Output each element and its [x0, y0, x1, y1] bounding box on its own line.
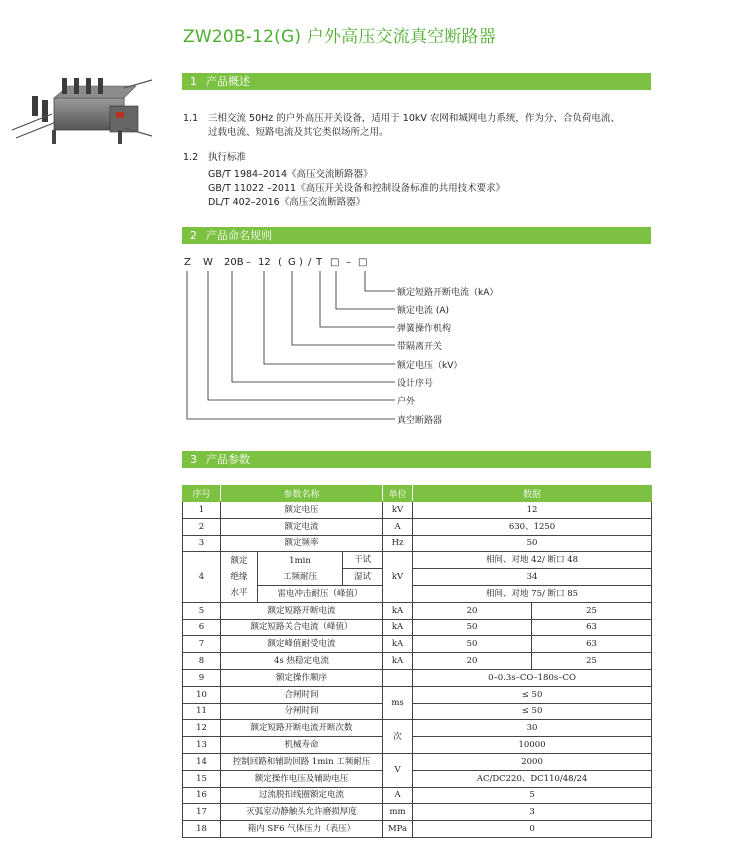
table-cell: 额定电压	[221, 502, 383, 519]
table-cell: 50	[413, 636, 532, 653]
table-cell: 17	[183, 804, 221, 821]
table-cell: 4	[183, 552, 221, 602]
table-cell: 15	[183, 770, 221, 787]
table-cell: MPa	[383, 821, 413, 838]
table-cell: AC/DC220、DC110/48/24	[413, 770, 652, 787]
table-cell: 2000	[413, 753, 652, 770]
table-row	[183, 703, 652, 720]
naming-label: 额定电压（kV）	[397, 361, 463, 371]
code-char: T	[316, 257, 323, 268]
table-row	[183, 535, 652, 552]
standard-item: GB/T 1984–2014《高压交流断路器》	[208, 169, 373, 180]
table-row	[183, 770, 652, 787]
overview-paragraph: 1.1 三相交流 50Hz 的户外高压开关设备，适用于 10kV 农网和城网电力系统，作为分、合负荷电流、 过载电流、短路电流及其它类似场所之用。	[183, 113, 620, 138]
table-cell: A	[383, 787, 413, 804]
table-cell: kA	[383, 619, 413, 636]
standard-item: GB/T 11022 –2011《高压开关设备和控制设备标准的共用技术要求》	[208, 183, 506, 194]
table-cell: 12	[183, 720, 221, 737]
table-cell: 10	[183, 686, 221, 703]
table-cell: 9	[183, 669, 221, 686]
table-cell: A	[383, 518, 413, 535]
table-cell: 额定短路开断电流	[221, 602, 383, 619]
table-cell: 6	[183, 619, 221, 636]
table-cell: 次	[383, 720, 413, 754]
code-char: –	[246, 257, 251, 268]
table-cell: 7	[183, 636, 221, 653]
table-cell: 额定频率	[221, 535, 383, 552]
table-cell: 相间、对地 75/ 断口 85	[413, 585, 652, 602]
table-row	[183, 821, 652, 838]
table-cell: kV	[383, 552, 413, 602]
table-cell: 14	[183, 753, 221, 770]
code-char: )	[299, 257, 303, 268]
naming-label: 额定电流 (A)	[397, 306, 450, 316]
code-char: 20B	[224, 257, 244, 268]
table-row	[183, 720, 652, 737]
table-row	[183, 552, 652, 569]
table-cell: 25	[532, 653, 652, 670]
code-char: G	[288, 257, 296, 268]
table-cell: 11	[183, 703, 221, 720]
table-cell: 相间、对地 42/ 断口 48	[413, 552, 652, 569]
table-cell: Hz	[383, 535, 413, 552]
table-cell: 额定短路开断电流开断次数	[221, 720, 383, 737]
table-row	[183, 669, 652, 686]
table-cell: 0–0.3s–CO–180s–CO	[413, 669, 652, 686]
table-row	[183, 653, 652, 670]
table-cell: kA	[383, 602, 413, 619]
code-char: /	[308, 257, 312, 268]
code-char: W	[203, 257, 213, 268]
table-cell: 分闸时间	[221, 703, 383, 720]
section-header-params: 3 产品参数	[182, 451, 651, 468]
table-cell: kV	[383, 502, 413, 519]
table-cell: 3	[183, 535, 221, 552]
leader-line	[208, 271, 395, 400]
naming-label: 弹簧操作机构	[397, 324, 452, 334]
table-row	[183, 602, 652, 619]
code-char: –	[346, 257, 351, 268]
code-char: (	[278, 257, 282, 268]
table-cell: 50	[413, 619, 532, 636]
table-cell	[383, 669, 413, 686]
table-cell: mm	[383, 804, 413, 821]
table-cell: 额定操作电压及辅助电压	[221, 770, 383, 787]
table-cell: 8	[183, 653, 221, 670]
table-cell: 20	[413, 602, 532, 619]
table-cell: 63	[532, 619, 652, 636]
table-cell: 雷电冲击耐压（峰值）	[258, 585, 383, 602]
table-header-row	[183, 486, 652, 502]
naming-label: 带隔离开关	[397, 342, 443, 352]
code-char: □	[330, 257, 340, 268]
standard-item: DL/T 402–2016《高压交流断路器》	[208, 197, 366, 208]
table-cell: 控制回路和辅助回路 1min 工频耐压	[221, 753, 383, 770]
table-row	[183, 737, 652, 754]
table-cell: 20	[413, 653, 532, 670]
table-cell: 630、1250	[413, 518, 652, 535]
table-cell: 5	[183, 602, 221, 619]
table-cell: 湿试	[343, 569, 383, 586]
table-row	[183, 804, 652, 821]
code-char: 12	[258, 257, 271, 268]
table-cell: 16	[183, 787, 221, 804]
leader-line	[264, 271, 395, 364]
insulation-group-cell: 额定 绝缘 水平	[221, 552, 258, 602]
table-cell: kA	[383, 653, 413, 670]
table-cell: 机械寿命	[221, 737, 383, 754]
table-cell: 34	[413, 569, 652, 586]
page-title: ZW20B-12(G) 户外高压交流真空断路器	[183, 27, 496, 47]
table-cell: 50	[413, 535, 652, 552]
leader-line	[336, 271, 395, 309]
header-cell: 参数名称	[221, 486, 383, 502]
table-row	[183, 636, 652, 653]
table-row	[183, 753, 652, 770]
table-cell: 12	[413, 502, 652, 519]
table-cell: 额定电流	[221, 518, 383, 535]
table-cell: ms	[383, 686, 413, 720]
table-cell: 18	[183, 821, 221, 838]
table-row	[183, 686, 652, 703]
table-cell: 3	[413, 804, 652, 821]
section-header-overview: 1 产品概述	[182, 73, 651, 90]
table-cell: 30	[413, 720, 652, 737]
header-cell: 序号	[183, 486, 221, 502]
table-cell: 0	[413, 821, 652, 838]
code-char: □	[358, 257, 368, 268]
power-freq-cell: 1min 工频耐压	[258, 552, 343, 586]
table-cell: 4s 热稳定电流	[221, 653, 383, 670]
naming-label: 设计序号	[397, 379, 434, 389]
leader-line	[232, 271, 395, 382]
table-cell: 10000	[413, 737, 652, 754]
standards-heading: 1.2 执行标准	[183, 152, 247, 163]
table-cell: 13	[183, 737, 221, 754]
table-cell: 合闸时间	[221, 686, 383, 703]
table-row	[183, 787, 652, 804]
table-row	[183, 518, 652, 535]
table-cell: 箱内 SF6 气体压力（表压）	[221, 821, 383, 838]
table-cell: V	[383, 753, 413, 787]
leader-line	[365, 271, 395, 291]
table-cell: 25	[532, 602, 652, 619]
table-cell: 额定短路关合电流（峰值）	[221, 619, 383, 636]
table-cell: 2	[183, 518, 221, 535]
header-cell: 数据	[413, 486, 652, 502]
table-row	[183, 502, 652, 519]
table-cell: kA	[383, 636, 413, 653]
table-cell: 灭弧室动静触头允许磨损厚度	[221, 804, 383, 821]
table-cell: 63	[532, 636, 652, 653]
leader-line	[320, 271, 395, 327]
table-cell: 额定峰值耐受电流	[221, 636, 383, 653]
section-header-naming: 2 产品命名规则	[182, 227, 651, 244]
header-cell: 单位	[383, 486, 413, 502]
table-cell: 5	[413, 787, 652, 804]
table-cell: 额定操作顺序	[221, 669, 383, 686]
table-cell: ≤ 50	[413, 703, 652, 720]
code-char: Z	[184, 257, 191, 268]
naming-label: 户外	[397, 397, 416, 407]
leader-line	[292, 271, 395, 345]
table-cell: 干试	[343, 552, 383, 569]
parameters-table	[182, 485, 652, 838]
naming-label: 额定短路开断电流（kA）	[397, 288, 499, 298]
table-cell: 过流脱扣线圈额定电流	[221, 787, 383, 804]
table-cell: ≤ 50	[413, 686, 652, 703]
naming-label: 真空断路器	[397, 416, 443, 426]
table-row	[183, 619, 652, 636]
table-cell: 1	[183, 502, 221, 519]
